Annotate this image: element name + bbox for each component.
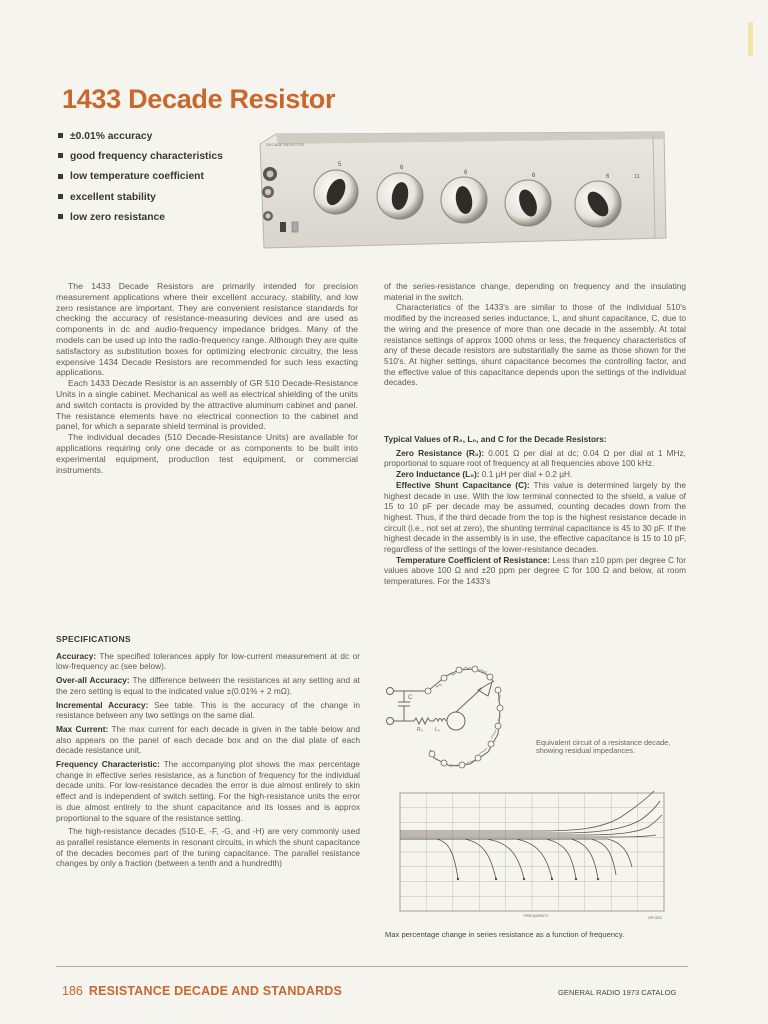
spec-text: The accompanying plot shows the max percentage change in effective series resistance, as a function of frequency for the individual decade units. For low-resistance decades the error is due almost entirely to skin effect and is independent of switch setting. For the high-resistance units the error is due almost entirely to the shunt capacitance and its losses and is approx proportional to the square of the resistance setting. [56, 759, 360, 823]
switch-arm [456, 688, 482, 712]
typical-item-text: 0.1 µH per dial + 0.2 µH. [479, 469, 573, 480]
plot-caption: Max percentage change in series resistance as a function of frequency. [385, 930, 625, 939]
spec-label: Accuracy: [56, 650, 97, 661]
spec-item [56, 759, 360, 823]
typical-item [384, 555, 686, 587]
inductor-l0 [434, 719, 446, 722]
curve-falling-2 [400, 839, 496, 879]
feature-list [56, 127, 223, 228]
spec-label: Max Current: [56, 723, 109, 734]
panel-label: DECADE RESISTOR [266, 142, 305, 147]
product-photo [258, 130, 668, 254]
spec-item [56, 651, 360, 672]
dial-digit: 6 [606, 174, 610, 180]
characteristics-text [384, 281, 686, 388]
feature-text: low temperature coefficient [70, 171, 204, 183]
specifications [56, 634, 360, 872]
page-title: 1433 Decade Resistor [62, 84, 336, 114]
spec-label: Frequency Characteristic: [56, 759, 160, 770]
curve-falling-3 [400, 839, 524, 879]
decade-arc-bottom [430, 688, 500, 766]
dial-digit: 6 [464, 170, 468, 176]
intro-text [56, 281, 358, 475]
feature-item [56, 147, 223, 167]
curve-falling-8 [400, 839, 632, 867]
footer-rule [56, 966, 688, 967]
dial-digit: 5 [338, 162, 342, 168]
typical-values-heading: Typical Values of R₀, L₀, and C for the Decade Resistors: [384, 434, 607, 444]
feature-item [56, 188, 223, 208]
curve-end-markers [457, 878, 599, 880]
catalog-label: GENERAL RADIO 1973 CATALOG [558, 988, 677, 997]
spec-text: The specified tolerances apply for low-current measurement at dc or low-frequency ac (see below). [56, 650, 360, 672]
spec-text: The max current for each decade is given in the table below and also appears on the panel of each decade box and on the dial plate of each decade resistance unit. [56, 723, 360, 756]
page-number: 186 [62, 984, 83, 998]
terminal-low [387, 718, 394, 725]
feature-text: good frequency characteristics [70, 151, 223, 163]
plot-curves [400, 791, 662, 879]
resistor-chain [432, 667, 500, 766]
plot-xlabel: FREQUENCY [523, 913, 549, 918]
spec-text: The difference between the resistances at any setting and at the zero setting is equal to the indicated value ±(0.01% + 2 mΩ). [56, 675, 360, 696]
curve-falling-1 [400, 839, 458, 879]
typical-item-label: Temperature Coefficient of Resistance: [396, 554, 551, 565]
typical-item-text: Less than ±10 ppm per degree C for values above 100 Ω and ±20 ppm per degree C for 100 Ω and below, at room temperatures. For the 1433's [384, 554, 686, 587]
label-r0: R₀ [417, 727, 423, 733]
section-title: RESISTANCE DECADE AND STANDARDS [88, 984, 343, 998]
feature-text: excellent stability [70, 191, 156, 203]
label-c: C [408, 695, 413, 701]
circuit-caption: Equivalent circuit of a resistance decade, showing residual impedances. [536, 738, 671, 756]
intro-paragraph: Each 1433 Decade Resistor is an assembly of GR 510 Decade-Resistance Units in a single cabinet. Mechanical as well as electrical shielding of the units and switch contacts is provided by the attractive aluminum cabinet and panel. The resistance elements have no electrical connection to the cabinet and panel, for which a separate shield terminal is provided. [56, 378, 358, 432]
terminal-high [387, 688, 394, 695]
label-l0: L₀ [435, 727, 440, 733]
spec-item [56, 700, 360, 721]
bullet-icon [58, 214, 63, 219]
spec-label: Incremental Accuracy: [56, 699, 149, 710]
curve-falling-4 [400, 839, 552, 879]
spec-label: Over-all Accuracy: [56, 675, 130, 686]
switch-arrow-icon [478, 682, 492, 696]
typical-values [384, 434, 686, 587]
plot-code: GR 522 [648, 915, 662, 920]
dial-digit: 6 [532, 173, 536, 179]
bullet-icon [58, 174, 63, 179]
resistor-r0 [414, 718, 430, 724]
equivalent-circuit-diagram [384, 660, 534, 778]
bullet-icon [58, 133, 63, 138]
typical-item-label: Effective Shunt Capacitance (C): [396, 479, 530, 490]
footer-left [62, 984, 342, 998]
dial-end-mark: 11 [634, 174, 640, 180]
plot-grid [400, 793, 664, 911]
feature-item [56, 208, 223, 228]
feature-item [56, 167, 223, 187]
typical-item [384, 480, 686, 555]
typical-item [384, 448, 686, 469]
body-paragraph: Characteristics of the 1433's are similar to those of the individual 510's modified by the increased series inductance, L, and shunt capacitance, C, due to the wiring and the presence of more than one decade in the assembly. At total resistance settings of approx 1000 ohms or less, the frequency characteristics of any of these decade resistors are substantially the same as those shown for the 510's. At higher settings, shunt capacitance becomes the controlling factor, and the effective value of this capacitance depends upon the settings of the individual decades. [384, 302, 686, 388]
feature-text: low zero resistance [70, 211, 165, 223]
page-edge-tab [748, 22, 753, 56]
feature-item [56, 127, 223, 147]
curve-rising-1 [400, 791, 654, 831]
spec-item [56, 675, 360, 696]
slider-contact [447, 712, 465, 730]
dial-digit: 6 [400, 165, 404, 171]
typical-item-label: Zero Resistance (R₀): [396, 447, 485, 458]
spec-tail-paragraph: The high-resistance decades (510-E, -F, -G, and -H) are very commonly used as parallel resistance elements in resonant circuits, in which the shunt capacitance of the decades becomes part of the tuning capacitance. The parallel resistance changes by only a fraction (between a tenth and a hundredth) [56, 826, 360, 869]
feature-text: ±0.01% accuracy [70, 131, 153, 142]
body-paragraph: of the series-resistance change, depending on frequency and the insulating material in the switch. [384, 281, 686, 302]
typical-item-label: Zero Inductance (L₀): [396, 469, 480, 480]
typical-item-text: This value is determined largely by the highest decade in use. With the low terminal connected to the shield, a value of 15 to 10 pF per decade may be assumed, counting decades down from the highest. Thus, if the third decade from the top is the highest resistance decade in circuit (i.e., not set at zero), the shunting terminal capacitance is 45 to 30 pF. If the highest decade in the assembly is in use, the effective capacitance is 15 to 10 pF, regardless of the settings of the lower-resistance decades. [384, 479, 686, 555]
typical-item [384, 469, 686, 480]
typical-item-text: 0.001 Ω per dial at dc; 0.04 Ω per dial at 1 MHz, proportional to square root of frequency at all frequencies above 100 kHz. [384, 447, 686, 469]
bullet-icon [58, 194, 63, 199]
intro-paragraph: The individual decades (510 Decade-Resistance Units) are available for applications requiring only one decade or as components to be built into experimental equipment, production test equipment, or commercial instruments. [56, 432, 358, 475]
curve-falling-6 [400, 839, 598, 879]
curve-falling-7 [400, 839, 616, 875]
intro-paragraph: The 1433 Decade Resistors are primarily intended for precision measurement applications where their excellent accuracy, stability, and low zero resistance are important. They are convenient resistance standards for checking the accuracy of resistance-measuring devices and are used as components in dc and audio-frequency impedance bridges. Many of the models can be used up into the radio-frequency range. Although they are quite satisfactory as substitution boxes for optimizing electronic circuitry, the less expensive 1434 Decade Resistors are recommended for such less exacting applications. [56, 281, 358, 378]
bullet-icon [58, 153, 63, 158]
spec-item [56, 724, 360, 756]
specifications-heading: SPECIFICATIONS [56, 634, 131, 644]
frequency-characteristic-plot [386, 787, 688, 929]
spec-text: See table. This is the accuracy of the change in resistance between any two settings on the same dial. [56, 699, 360, 721]
curve-rising-3 [400, 815, 662, 835]
